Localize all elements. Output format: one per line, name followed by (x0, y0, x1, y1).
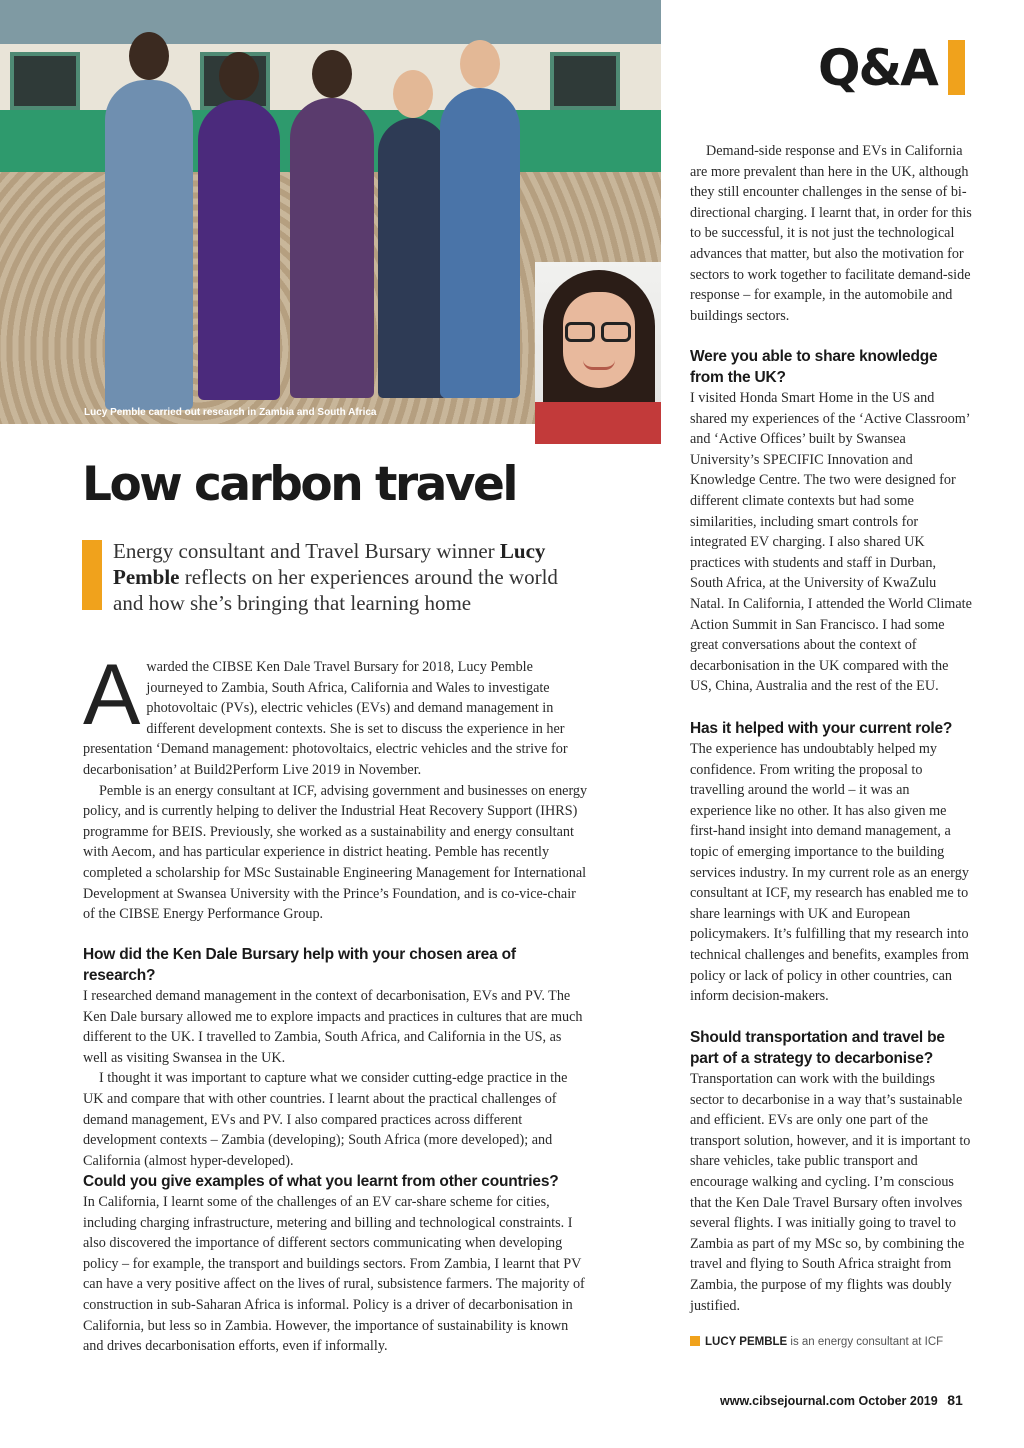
page-number: 81 (947, 1392, 963, 1408)
footer-issue: October 2019 (858, 1394, 938, 1408)
intro-section (83, 647, 588, 925)
page-footer (720, 1392, 963, 1408)
photo-person (105, 80, 193, 410)
answer-paragraph: I visited Honda Smart Home in the US and shared my experiences of the ‘Active Classroom’ and ‘Active Offices’ built by Swansea University’s SPECIFIC Innovation and Knowledge Centre. The two were designed for different climate contexts but had some similarities, including smart controls for integrated EV charging. I also shared UK practices with students and staff in Durban, South Africa, at the University of KwaZulu Natal. In California, I attended the World Climate Action Summit in San Francisco. I had some great conversations about the context of decarbonisation in the UK compared with the US, China, Australia and the rest of the EU. (690, 390, 972, 695)
glasses-icon (565, 322, 633, 342)
dropcap: A (83, 647, 141, 743)
photo-person (378, 118, 448, 398)
bio-text: is an energy consultant at ICF (787, 1336, 944, 1348)
answer-paragraph: Demand-side response and EVs in California are more prevalent than here in the UK, although they still encounter challenges in the sense of bi-directional charging. I learnt that, in order for this to be successful, it is not just the technological advances that matter, but also the motivation for sectors to work together to facilitate demand-side response – for example, in the automobile and buildings sectors. (690, 143, 972, 324)
standfirst-text: Energy consultant and Travel Bursary winner (113, 539, 500, 563)
qa-section-2-continued (690, 141, 972, 326)
intro-paragraph: Pemble is an energy consultant at ICF, advising government and businesses on energy policy, and is currently helping to deliver the Industrial Heat Recovery Support (IHRS) programme for BEIS. Previously, she worked as a sustainability and energy consultant with Aecom, and has particular experience in district heating. Pemble has recently completed a scholarship for MSc Sustainable Engineering Management for International Development at Swansea University with the Prince’s Foundation, and is co-vice-chair of the CIBSE Energy Performance Group. (83, 782, 588, 923)
question-heading: Were you able to share knowledge from the UK? (690, 348, 938, 386)
standfirst-name: Lucy Pemble (113, 539, 546, 589)
bio-name: LUCY PEMBLE (705, 1336, 788, 1348)
standfirst-text: reflects on her experiences around the world and how she’s bringing that learning home (113, 565, 558, 615)
qa-section-4 (690, 718, 972, 1007)
photo-person (198, 100, 280, 400)
bio-bullet-icon (690, 1336, 700, 1346)
qa-section-2 (83, 1171, 588, 1357)
author-bio (690, 1336, 943, 1348)
intro-paragraph: warded the CIBSE Ken Dale Travel Bursary for 2018, Lucy Pemble journeyed to Zambia, South Africa, California and Wales to investigate photovoltaic (PVs), electric vehicles (EVs) and demand management in different development contexts. She is set to discuss the experience in her presentation ‘Demand management: photovoltaics, electric vehicles and the strive for decarbonisation’ at Build2Perform Live 2019 in November. (83, 659, 568, 778)
question-heading: Should transportation and travel be part of a strategy to decarbonise? (690, 1029, 945, 1067)
photo-roof (0, 0, 661, 44)
footer-site-link[interactable]: www.cibsejournal.com (720, 1394, 855, 1408)
section-accent-bar (948, 40, 965, 95)
answer-paragraph: I researched demand management in the context of decarbonisation, EVs and PV. The Ken Dale bursary allowed me to explore impacts and practices in cultures that are much different to the UK. I travelled to Zambia, South Africa, and California in the US, as well as visiting Swansea in the UK. (83, 988, 583, 1066)
section-label: Q&A (818, 39, 937, 97)
answer-paragraph: Transportation can work with the buildings sector to decarbonise in a way that’s sustainable and efficient. EVs are only one part of the transport solution, however, and it is important to share vehicles, take public transport and encourage walking and cycling. I’m conscious that the Ken Dale Travel Bursary often involves several flights. I was initially going to travel to Zambia as part of my MSc so, by combining the travel and flying to South Africa straight from Zambia, the purpose of my flights was doubly justified. (690, 1071, 971, 1314)
photo-person (440, 88, 520, 398)
answer-paragraph: I thought it was important to capture what we consider cutting-edge practice in the UK and compare that with other countries. I learnt about the practical challenges of demand management, EVs and PV. I also compared practices across different development contexts – Zambia (developing); South Africa (more developed); and California (almost hyper-developed). (83, 1070, 568, 1169)
qa-section-3 (690, 346, 972, 697)
photo-person (290, 98, 374, 398)
standfirst-accent-bar (82, 540, 102, 610)
photo-window (10, 52, 80, 110)
question-heading: Could you give examples of what you learnt from other countries? (83, 1173, 559, 1190)
article-title: Low carbon travel (82, 457, 517, 512)
portrait-shirt (535, 402, 661, 444)
qa-section-5 (690, 1027, 972, 1316)
question-heading: Has it helped with your current role? (690, 720, 953, 737)
answer-paragraph: The experience has undoubtably helped my confidence. From writing the proposal to travelling around the world – it was an experience like no other. It has also given me first-hand insight into demand management, a topic of emerging importance to the building services industry. In my current role as an energy consultant at ICF, my research has enabled me to share learnings with UK and European policymakers. It’s fulfilling that my research into technical challenges and benefits, examples from policy or lack of policy in other countries, can inform decision-makers. (690, 741, 969, 1005)
question-heading: How did the Ken Dale Bursary help with your chosen area of research? (83, 946, 516, 984)
photo-window (550, 52, 620, 110)
photo-caption: Lucy Pemble carried out research in Zambia and South Africa (84, 407, 377, 418)
answer-paragraph: In California, I learnt some of the challenges of an EV car-share scheme for cities, including charging infrastructure, metering and billing and technological constraints. I also discovered the importance of different sectors communicating when developing policy – for example, the transport and buildings sectors. From Zambia, I learnt that PV can have a very positive affect on the lives of rural, subsistence farmers. The majority of construction in sub-Saharan Africa is informal. Policy is a driver of decarbonisation in California, but less so in Zambia. However, the importance of sustainability is known and drives decarbonisation efforts, even if informally. (83, 1194, 585, 1355)
portrait-smile (583, 360, 615, 370)
portrait-photo (535, 262, 661, 444)
standfirst (113, 538, 593, 616)
qa-section-1 (83, 944, 588, 1171)
